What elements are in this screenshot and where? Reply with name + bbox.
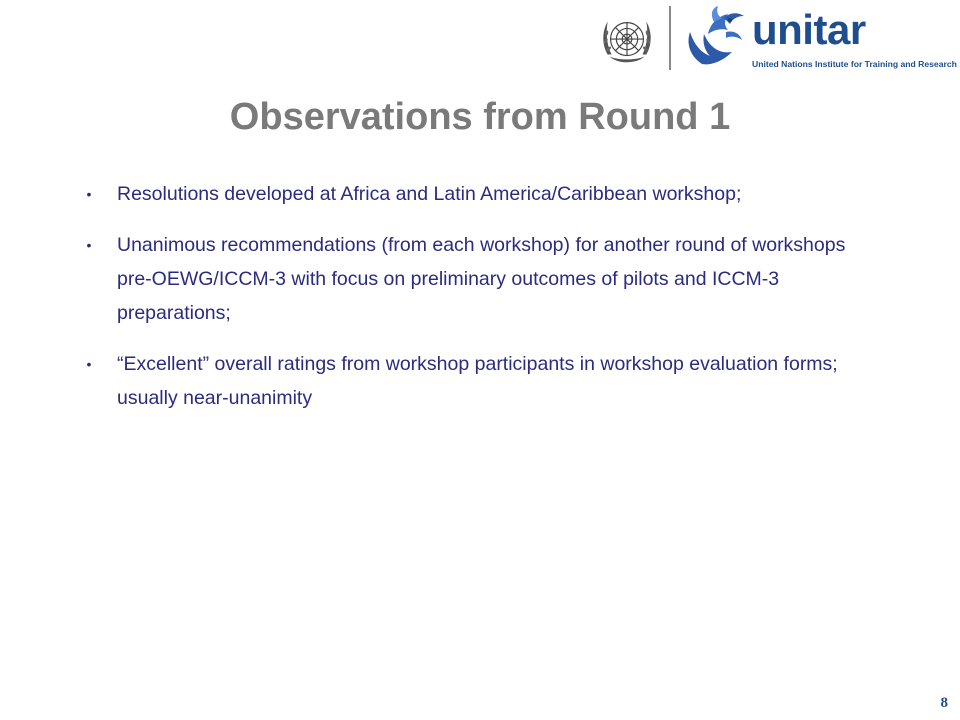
bullet-text: Unanimous recommendations (from each workshop) for another round of workshops pre-OEWG/ICCM-3 with focus on preliminary outcomes of pilots and ICCM-3 preparations;	[117, 234, 846, 324]
bullet-text: Resolutions developed at Africa and Latin America/Caribbean workshop;	[117, 183, 742, 205]
bullet-item	[78, 228, 878, 330]
bullet-text: “Excellent” overall ratings from workshop participants in workshop evaluation forms; usually near-unanimity	[117, 353, 838, 409]
unitar-tagline: United Nations Institute for Training and Research	[752, 59, 957, 69]
slide-title: Observations from Round 1	[229, 96, 731, 138]
bullet-list	[78, 177, 878, 432]
un-emblem-icon	[598, 12, 656, 70]
bullet-icon: •	[86, 186, 92, 202]
bullet-item	[78, 177, 878, 211]
bullet-icon: •	[86, 237, 92, 253]
unitar-bird-icon	[680, 4, 752, 68]
bullet-item	[78, 347, 878, 415]
unitar-wordmark: unitar	[752, 6, 866, 53]
page-number: 8	[940, 695, 948, 711]
logo-divider	[669, 6, 671, 70]
bullet-icon: •	[86, 356, 92, 372]
